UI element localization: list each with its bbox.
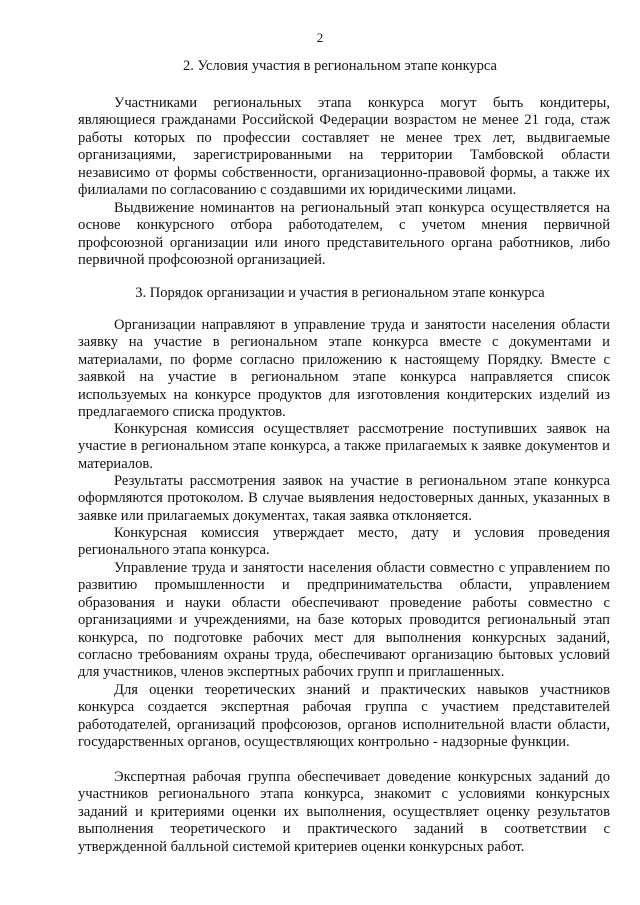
section-3-paragraph-5: Управление труда и занятости населения области совместно с управлением по развитию промышленности и предпринимательства области, управлением образования и науки области обеспечивают проведение работы совместно с организациями и учреждениями, на базе которых проводится региональный этап конкурса, по подготовке рабочих мест для выполнения конкурсных заданий, согласно требованиям охраны труда, обеспечивают организацию бытовых условий для участников, членов экспертных рабочих групп и приглашенных. xyxy=(78,560,610,681)
section-3-paragraph-6: Для оценки теоретических знаний и практических навыков участников конкурса создается экспертная рабочая группа с участием представителей работодателей, организаций профсоюзов, органов исполнительной власти области, государственных органов, осуществляющих контрольно - надзорные функции. xyxy=(78,682,610,751)
section-3-paragraph-3: Результаты рассмотрения заявок на участие в региональном этапе конкурса оформляются протоколом. В случае выявления недостоверных данных, указанных в заявке или прилагаемых документах, такая заявка отклоняется. xyxy=(78,473,610,524)
section-2-paragraph-2: Выдвижение номинантов на региональный этап конкурса осуществляется на основе конкурсного отбора работодателем, с учетом мнения первичной профсоюзной организации или иного представительного органа работников, либо первичной профсоюзной организацией. xyxy=(78,200,610,269)
section-3-heading: 3. Порядок организации и участия в региональном этапе конкурса xyxy=(135,285,545,301)
section-2-heading: 2. Условия участия в региональном этапе конкурса xyxy=(183,58,497,74)
section-3-paragraph-4: Конкурсная комиссия утверждает место, дату и условия проведения регионального этапа конкурса. xyxy=(78,525,610,559)
section-3-paragraph-1: Организации направляют в управление труда и занятости населения области заявку на участие в региональном этапе конкурса вместе с документами и материалами, по форме согласно приложению к настоящему Порядку. Вместе с заявкой на участие в региональном этапе конкурса направляется список используемых на конкурсе продуктов для изготовления кондитерских изделий из предлагаемого списка продуктов. xyxy=(78,317,610,421)
section-3-paragraph-2: Конкурсная комиссия осуществляет рассмотрение поступивших заявок на участие в региональном этапе конкурса, а также прилагаемых к заявке документов и материалов. xyxy=(78,421,610,472)
page-number: 2 xyxy=(316,30,324,45)
section-3-paragraph-7: Экспертная рабочая группа обеспечивает доведение конкурсных заданий до участников регионального этапа конкурса, знакомит с условиями конкурсных заданий и критериями оценки их выполнения, осуществляет оценку результатов выполнения теоретического и практического заданий в соответствии с утвержденной балльной системой критериев оценки конкурсных работ. xyxy=(78,769,610,855)
section-2-paragraph-1: Участниками региональных этапа конкурса могут быть кондитеры, являющиеся гражданами Российской Федерации возрастом не менее 21 года, стаж работы которых по профессии составляет не менее трех лет, выдвигаемые организациями, зарегистрированными на территории Тамбовской области независимо от формы собственности, организационно-правовой формы, а также их филиалами по согласованию с создавшими их юридическими лицами. xyxy=(78,95,610,199)
